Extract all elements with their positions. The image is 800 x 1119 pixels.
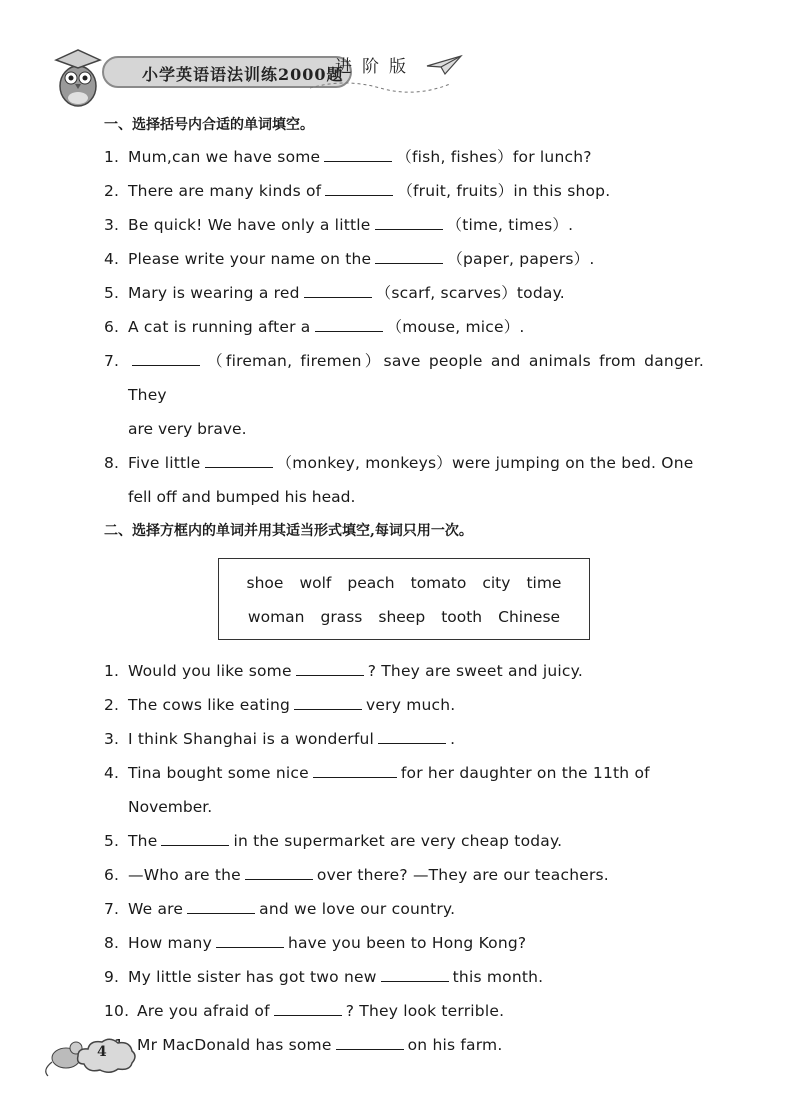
question-text-after: . [450, 730, 456, 748]
question-text-after: （scarf, scarves）today. [375, 284, 565, 302]
question-number: 6. [104, 318, 120, 336]
question-text-before: Mary is wearing a red [128, 284, 300, 302]
question-10 [104, 994, 704, 1028]
word-box-word: Chinese [498, 608, 561, 626]
answer-blank[interactable] [324, 143, 392, 162]
question-4 [104, 756, 704, 790]
question-1 [104, 654, 704, 688]
question-3 [104, 722, 704, 756]
answer-blank[interactable] [161, 827, 229, 846]
question-text-after: （time, times）. [446, 216, 574, 234]
word-box-word: tooth [441, 608, 483, 626]
question-5 [104, 276, 704, 310]
word-box-word: woman [247, 608, 305, 626]
question-text-after: on his farm. [407, 1036, 503, 1054]
question-number: 1. [104, 148, 120, 166]
word-box-word: time [526, 574, 562, 592]
question-number: 8. [104, 934, 120, 952]
question-text-before: —Who are the [128, 866, 241, 884]
question-text-before: There are many kinds of [128, 182, 322, 200]
answer-blank[interactable] [325, 177, 393, 196]
answer-blank[interactable] [378, 725, 446, 744]
word-box-word: sheep [378, 608, 426, 626]
question-number: 6. [104, 866, 120, 884]
question-text-after: ? They are sweet and juicy. [367, 662, 583, 680]
section2-title: 二、选择方框内的单词并用其适当形式填空,每词只用一次。 [104, 523, 473, 539]
answer-blank[interactable] [336, 1031, 404, 1050]
answer-blank[interactable] [375, 245, 443, 264]
question-number: 10. [104, 1002, 130, 1020]
question-text-before: Five little [128, 454, 201, 472]
answer-blank[interactable] [216, 929, 284, 948]
question-text-before: Would you like some [128, 662, 292, 680]
section2-questions [104, 654, 704, 1062]
question-number: 4. [104, 250, 120, 268]
question-6 [104, 310, 704, 344]
question-number: 3. [104, 730, 120, 748]
question-continuation: fell off and bumped his head. [128, 488, 356, 506]
question-text-after: （fruit, fruits）in this shop. [397, 182, 611, 200]
question-5 [104, 824, 704, 858]
question-7 [104, 344, 704, 412]
answer-blank[interactable] [313, 759, 397, 778]
section1-title: 一、选择括号内合适的单词填空。 [104, 117, 314, 133]
word-box-row-1 [219, 566, 589, 600]
question-text-before: Are you afraid of [137, 1002, 270, 1020]
answer-blank[interactable] [375, 211, 443, 230]
question-number: 3. [104, 216, 120, 234]
question-text-after: this month. [452, 968, 544, 986]
question-number: 1. [104, 662, 120, 680]
page-header [40, 40, 480, 110]
question-text-before: Mr MacDonald has some [137, 1036, 332, 1054]
paper-plane-icon [425, 54, 463, 76]
section1-questions [104, 140, 704, 514]
question-text-before: My little sister has got two new [128, 968, 377, 986]
word-box-word: tomato [410, 574, 467, 592]
question-2 [104, 174, 704, 208]
question-text-before: The cows like eating [128, 696, 291, 714]
question-text-after: and we love our country. [259, 900, 456, 918]
answer-blank[interactable] [315, 313, 383, 332]
page-number: 4 [97, 1044, 107, 1060]
question-number: 4. [104, 764, 120, 782]
question-number: 2. [104, 696, 120, 714]
answer-blank[interactable] [132, 347, 200, 366]
question-text-before: A cat is running after a [128, 318, 311, 336]
edition-label: 进阶版 [335, 57, 416, 77]
word-box-word: grass [320, 608, 363, 626]
answer-blank[interactable] [187, 895, 255, 914]
question-text-before: Tina bought some nice [128, 764, 309, 782]
question-text-after: in the supermarket are very cheap today. [233, 832, 563, 850]
question-number: 5. [104, 284, 120, 302]
question-11 [104, 1028, 704, 1062]
page-footer [40, 1030, 150, 1080]
question-number: 7. [104, 352, 120, 370]
question-number: 2. [104, 182, 120, 200]
answer-blank[interactable] [296, 657, 364, 676]
question-text-after: （mouse, mice）. [386, 318, 525, 336]
word-box-row-2 [219, 600, 589, 634]
question-text-after: over there? —They are our teachers. [316, 866, 609, 884]
question-text-before: Please write your name on the [128, 250, 372, 268]
question-text-after: （paper, papers）. [447, 250, 595, 268]
answer-blank[interactable] [304, 279, 372, 298]
question-text-before: How many [128, 934, 212, 952]
brand-title: 小学英语语法训练2000题 [142, 65, 344, 84]
question-8 [104, 926, 704, 960]
owl-mascot-icon [48, 46, 108, 110]
question-text-before: We are [128, 900, 184, 918]
answer-blank[interactable] [245, 861, 313, 880]
question-number: 8. [104, 454, 120, 472]
question-text-after: ? They look terrible. [345, 1002, 505, 1020]
answer-blank[interactable] [381, 963, 449, 982]
question-text-after: very much. [366, 696, 456, 714]
word-box-word: shoe [246, 574, 284, 592]
worksheet-content [104, 110, 704, 1062]
question-text-after: （fish, fishes）for lunch? [396, 148, 592, 166]
word-box-word: peach [347, 574, 395, 592]
question-4 [104, 242, 704, 276]
question-number: 5. [104, 832, 120, 850]
question-7 [104, 892, 704, 926]
question-8 [104, 446, 704, 480]
word-box [218, 558, 590, 640]
question-number: 7. [104, 900, 120, 918]
dashed-trail-decoration [310, 76, 450, 96]
question-1 [104, 140, 704, 174]
answer-blank[interactable] [205, 449, 273, 468]
question-text-before: The [128, 832, 158, 850]
word-box-word: city [482, 574, 511, 592]
question-text-before: Mum,can we have some [128, 148, 321, 166]
question-6 [104, 858, 704, 892]
question-3 [104, 208, 704, 242]
question-text-before: Be quick! We have only a little [128, 216, 371, 234]
question-text-after: for her daughter on the 11th of [400, 764, 650, 782]
question-number: 9. [104, 968, 120, 986]
word-box-word: wolf [299, 574, 332, 592]
answer-blank[interactable] [274, 997, 342, 1016]
answer-blank[interactable] [294, 691, 362, 710]
question-continuation: November. [128, 798, 213, 816]
question-9 [104, 960, 704, 994]
question-text-after: （monkey, monkeys）were jumping on the bed. One [276, 454, 694, 472]
question-text-after: （fireman, firemen）save people and animals from danger. They [128, 352, 704, 404]
question-2 [104, 688, 704, 722]
question-continuation: are very brave. [128, 420, 247, 438]
question-text-before: I think Shanghai is a wonderful [128, 730, 375, 748]
question-text-after: have you been to Hong Kong? [287, 934, 527, 952]
